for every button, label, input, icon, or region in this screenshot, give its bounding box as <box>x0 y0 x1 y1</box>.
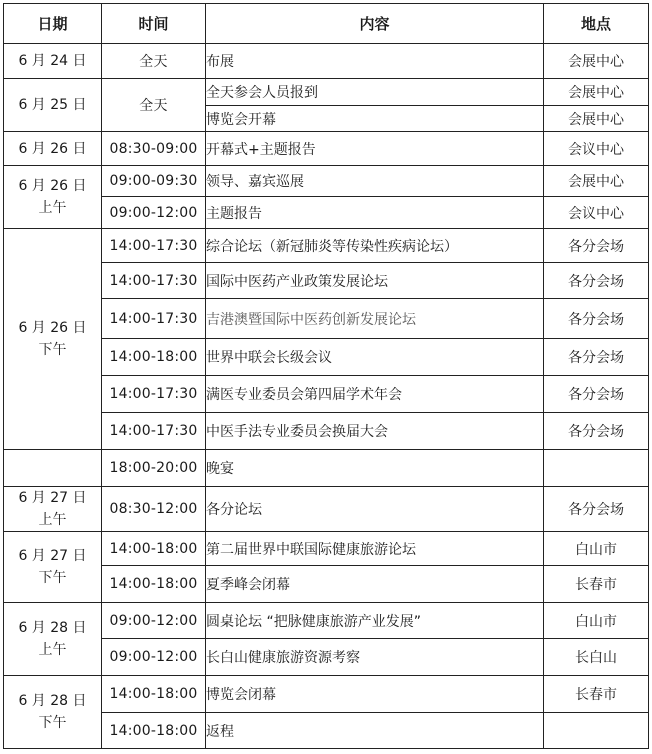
place-cell: 会议中心 <box>544 197 649 229</box>
time-cell: 09:00-12:00 <box>102 197 206 229</box>
content-cell: 返程 <box>206 713 544 749</box>
time-cell: 全天 <box>102 79 206 132</box>
date-cell <box>4 450 102 487</box>
content-cell: 布展 <box>206 44 544 79</box>
date-line: 6 月 28 日 <box>18 620 87 636</box>
schedule-table <box>3 3 649 749</box>
date-period: 下午 <box>38 715 67 731</box>
place-cell: 会展中心 <box>544 79 649 106</box>
header-place: 地点 <box>544 4 649 44</box>
content-cell: 长白山健康旅游资源考察 <box>206 639 544 676</box>
place-cell: 长春市 <box>544 566 649 603</box>
content-cell: 各分论坛 <box>206 487 544 532</box>
place-cell: 白山市 <box>544 603 649 639</box>
date-period: 下午 <box>38 570 67 586</box>
time-cell: 08:30-12:00 <box>102 487 206 532</box>
date-cell <box>4 676 102 749</box>
content-cell: 满医专业委员会第四届学术年会 <box>206 376 544 413</box>
content-cell: 全天参会人员报到 <box>206 79 544 106</box>
place-cell: 各分会场 <box>544 263 649 299</box>
place-cell <box>544 450 649 487</box>
date-line: 6 月 27 日 <box>18 490 87 506</box>
time-cell: 全天 <box>102 44 206 79</box>
content-cell: 夏季峰会闭幕 <box>206 566 544 603</box>
time-cell: 18:00-20:00 <box>102 450 206 487</box>
table-row <box>4 229 649 263</box>
date-line: 6 月 26 日 <box>18 320 87 336</box>
content-cell: 第二届世界中联国际健康旅游论坛 <box>206 532 544 566</box>
place-cell: 各分会场 <box>544 299 649 339</box>
date-cell: 6 月 24 日 <box>4 44 102 79</box>
place-cell: 长白山 <box>544 639 649 676</box>
table-row <box>4 532 649 566</box>
time-cell: 14:00-17:30 <box>102 263 206 299</box>
date-line: 6 月 28 日 <box>18 693 87 709</box>
header-date: 日期 <box>4 4 102 44</box>
time-cell: 14:00-17:30 <box>102 376 206 413</box>
table-row <box>4 79 649 106</box>
table-row <box>4 676 649 713</box>
time-cell: 14:00-18:00 <box>102 566 206 603</box>
content-cell: 博览会闭幕 <box>206 676 544 713</box>
place-cell: 会议中心 <box>544 132 649 166</box>
date-cell <box>4 487 102 532</box>
content-cell: 博览会开幕 <box>206 106 544 132</box>
time-cell: 14:00-18:00 <box>102 676 206 713</box>
place-cell: 各分会场 <box>544 376 649 413</box>
content-cell: 圆桌论坛 “把脉健康旅游产业发展” <box>206 603 544 639</box>
date-cell <box>4 166 102 229</box>
content-cell: 开幕式+主题报告 <box>206 132 544 166</box>
date-line: 6 月 26 日 <box>18 178 87 194</box>
date-cell <box>4 229 102 450</box>
date-cell: 6 月 26 日 <box>4 132 102 166</box>
place-cell: 各分会场 <box>544 339 649 376</box>
header-time: 时间 <box>102 4 206 44</box>
time-cell: 09:00-09:30 <box>102 166 206 197</box>
place-cell: 会展中心 <box>544 166 649 197</box>
place-cell: 各分会场 <box>544 413 649 450</box>
date-period: 下午 <box>38 342 67 358</box>
time-cell: 14:00-17:30 <box>102 413 206 450</box>
table-row <box>4 44 649 79</box>
content-cell: 晚宴 <box>206 450 544 487</box>
date-cell: 6 月 25 日 <box>4 79 102 132</box>
content-cell: 国际中医药产业政策发展论坛 <box>206 263 544 299</box>
content-cell: 吉港澳暨国际中医药创新发展论坛 <box>206 299 544 339</box>
place-cell: 白山市 <box>544 532 649 566</box>
time-cell: 08:30-09:00 <box>102 132 206 166</box>
date-cell <box>4 532 102 603</box>
time-cell: 09:00-12:00 <box>102 603 206 639</box>
content-cell: 中医手法专业委员会换届大会 <box>206 413 544 450</box>
content-cell: 领导、嘉宾巡展 <box>206 166 544 197</box>
date-cell <box>4 603 102 676</box>
time-cell: 14:00-18:00 <box>102 532 206 566</box>
table-row <box>4 487 649 532</box>
time-cell: 14:00-18:00 <box>102 339 206 376</box>
time-cell: 09:00-12:00 <box>102 639 206 676</box>
place-cell: 会展中心 <box>544 106 649 132</box>
header-row <box>4 4 649 44</box>
time-cell: 14:00-17:30 <box>102 299 206 339</box>
content-cell: 主题报告 <box>206 197 544 229</box>
content-cell: 综合论坛（新冠肺炎等传染性疾病论坛） <box>206 229 544 263</box>
place-cell: 各分会场 <box>544 229 649 263</box>
content-cell: 世界中联会长级会议 <box>206 339 544 376</box>
place-cell: 会展中心 <box>544 44 649 79</box>
place-cell <box>544 713 649 749</box>
table-row <box>4 450 649 487</box>
date-period: 上午 <box>38 200 67 216</box>
date-period: 上午 <box>38 642 67 658</box>
date-period: 上午 <box>38 512 67 528</box>
table-row <box>4 166 649 197</box>
time-cell: 14:00-17:30 <box>102 229 206 263</box>
date-line: 6 月 27 日 <box>18 548 87 564</box>
place-cell: 长春市 <box>544 676 649 713</box>
place-cell: 各分会场 <box>544 487 649 532</box>
table-row <box>4 603 649 639</box>
table-row <box>4 132 649 166</box>
header-content: 内容 <box>206 4 544 44</box>
time-cell: 14:00-18:00 <box>102 713 206 749</box>
